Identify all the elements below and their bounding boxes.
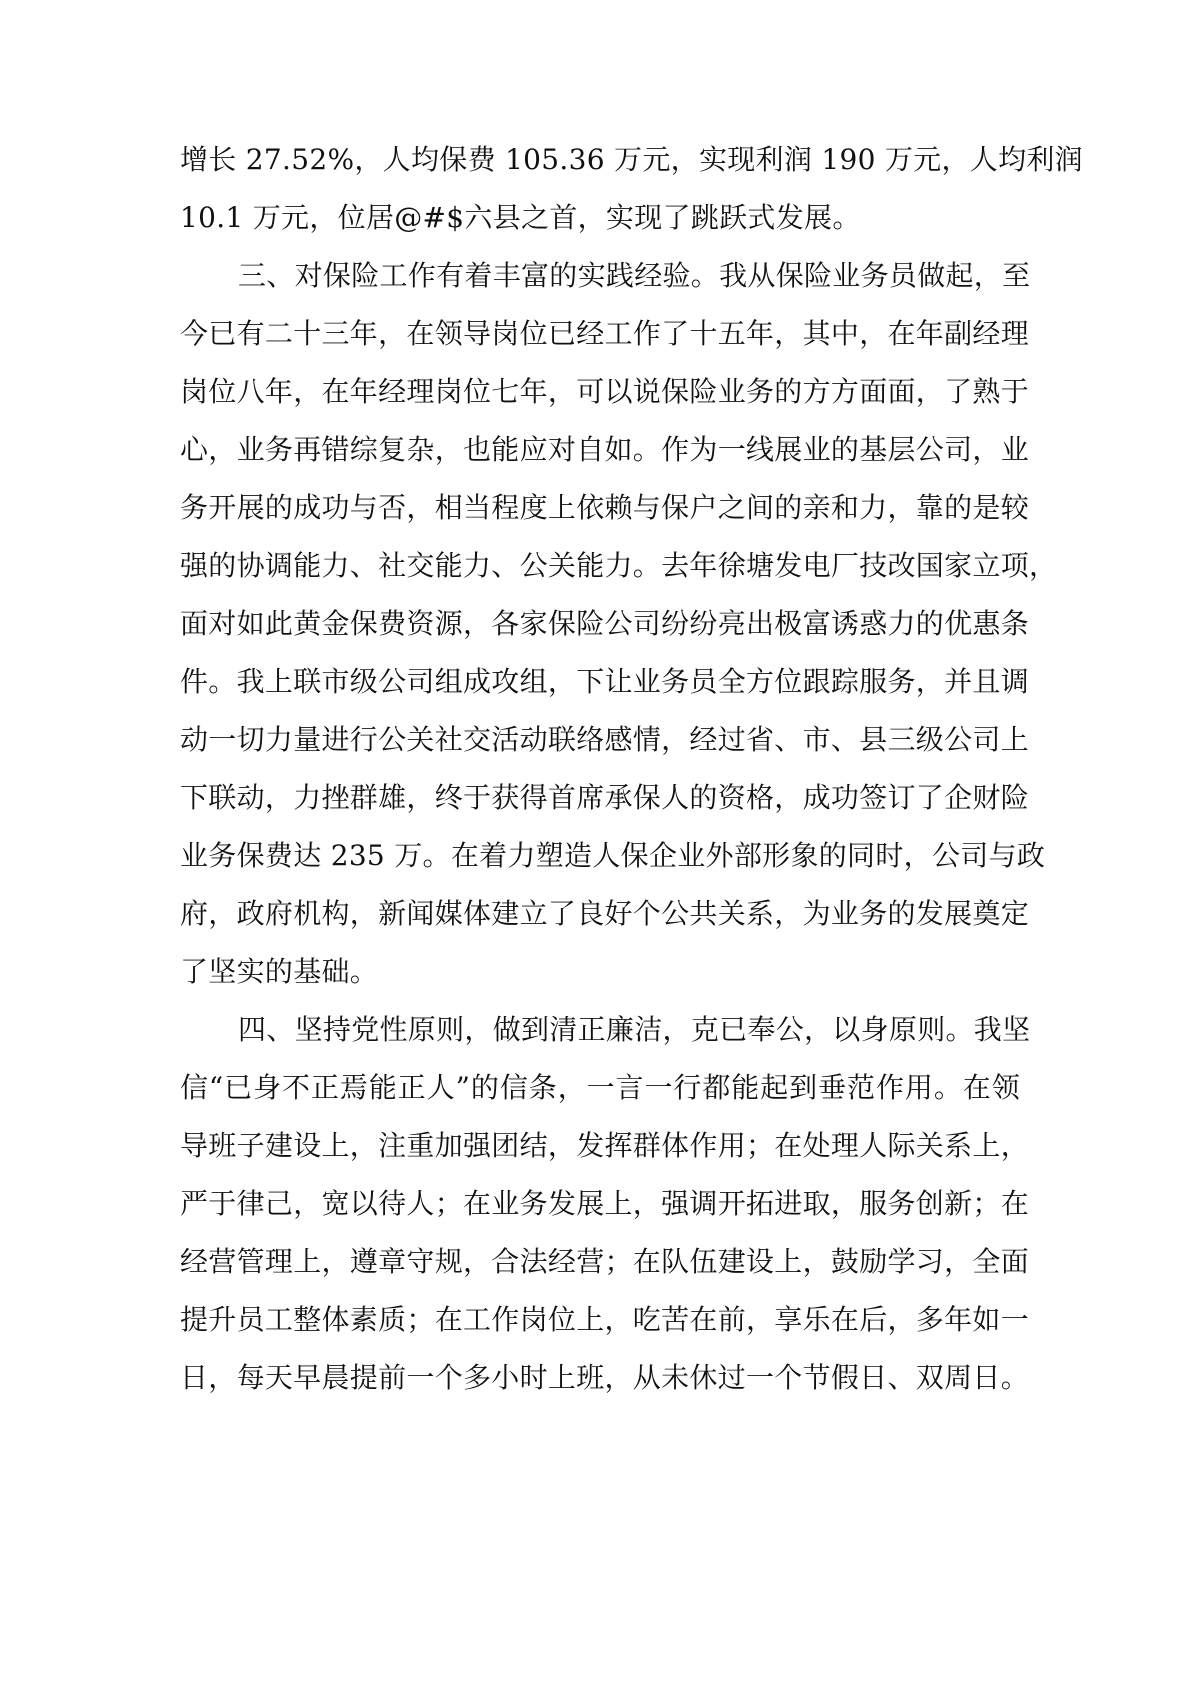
text-line-11: 动一切力量进行公关社交活动联络感情，经过省、市、县三级公司上 [180,723,1030,756]
text-line-10: 件。我上联市级公司组成攻组，下让业务员全方位跟踪服务，并且调 [180,665,1030,698]
text-line-5: 岗位八年，在年经理岗位七年，可以说保险业务的方方面面，了熟于 [180,375,1030,408]
text-line-13: 业务保费达 235 万。在着力塑造人保企业外部形象的同时，公司与政 [180,839,1046,872]
text-line-1: 增长 27.52%，人均保费 105.36 万元，实现利润 190 万元，人均利润 [180,143,1083,176]
text-line-15: 了坚实的基础。 [180,955,379,988]
text-line-2: 10.1 万元，位居@#$六县之首，实现了跳跃式发展。 [180,201,861,234]
text-line-8: 强的协调能力、社交能力、公关能力。去年徐塘发电厂技改国家立项， [180,549,1058,582]
text-line-9: 面对如此黄金保费资源，各家保险公司纷纷亮出极富诱惑力的优惠条 [180,607,1030,640]
text-line-18: 导班子建设上，注重加强团结，发挥群体作用；在处理人际关系上， [180,1129,1030,1162]
text-line-19: 严于律己，宽以待人；在业务发展上，强调开拓进取，服务创新；在 [180,1187,1030,1220]
text-line-12: 下联动，力挫群雄，终于获得首席承保人的资格，成功签订了企财险 [180,781,1030,814]
paragraph-4-first-line: 四、坚持党性原则，做到清正廉洁，克已奉公，以身原则。我坚 [238,1013,1031,1046]
text-line-22: 日，每天早晨提前一个多小时上班，从未休过一个节假日、双周日。 [180,1361,1030,1394]
text-line-6: 心，业务再错综复杂，也能应对自如。作为一线展业的基层公司，业 [180,433,1030,466]
text-line-7: 务开展的成功与否，相当程度上依赖与保户之间的亲和力，靠的是较 [180,491,1030,524]
text-line-14: 府，政府机构，新闻媒体建立了良好个公共关系，为业务的发展奠定 [180,897,1030,930]
text-line-4: 今已有二十三年，在领导岗位已经工作了十五年，其中，在年副经理 [180,317,1030,350]
text-line-21: 提升员工整体素质；在工作岗位上，吃苦在前，享乐在后，多年如一 [180,1303,1030,1336]
text-line-20: 经营管理上，遵章守规，合法经营；在队伍建设上，鼓励学习，全面 [180,1245,1030,1278]
text-line-17: 信“已身不正焉能正人”的信条，一言一行都能起到垂范作用。在领 [180,1071,1020,1104]
paragraph-3-first-line: 三、对保险工作有着丰富的实践经验。我从保险业务员做起，至 [238,259,1031,292]
